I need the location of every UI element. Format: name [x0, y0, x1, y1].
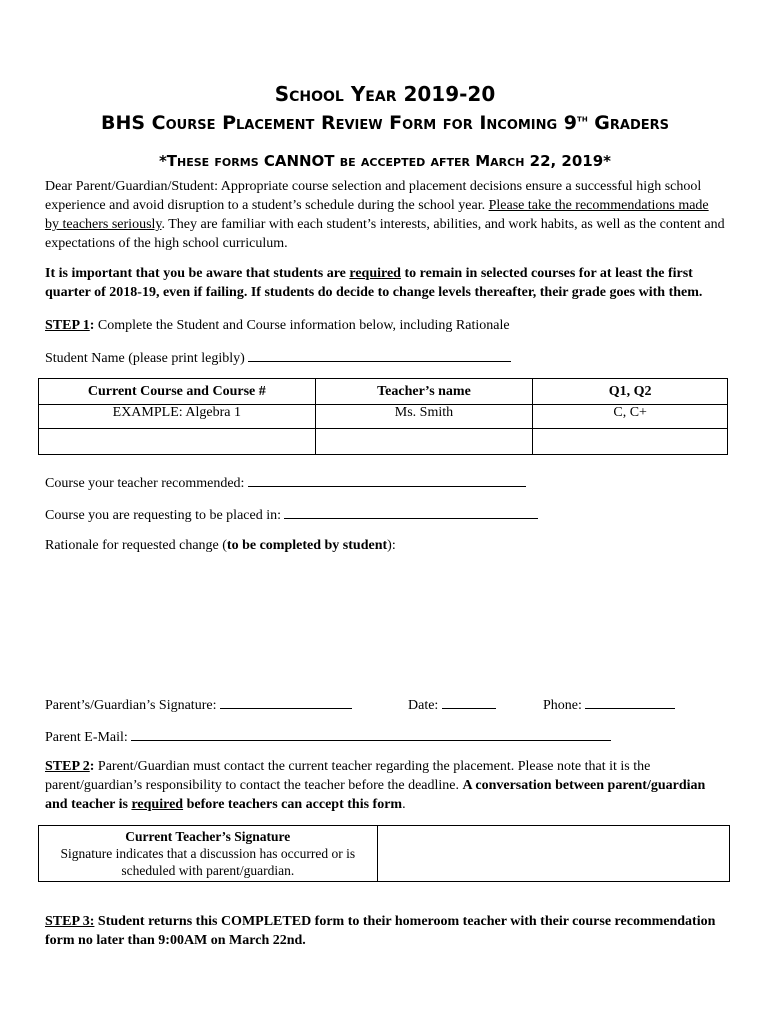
student-name-label: Student Name (please print legibly): [45, 351, 249, 366]
step2-colon: :: [89, 759, 95, 774]
teacher-signature-info: [39, 826, 378, 882]
teacher-signature-field[interactable]: [377, 826, 729, 882]
step2-text-end: .: [402, 797, 406, 812]
example-teacher: Ms. Smith: [315, 405, 533, 429]
requesting-row: [45, 504, 725, 525]
intro-text-underlined: Please take the recommendations made by teachers seriously: [45, 198, 709, 232]
phone-field[interactable]: [585, 694, 675, 709]
intro-text-end: . They are familiar with each student’s interests, abilities, and work habits, as well as the content and expectations of the high school curriculum.: [45, 217, 725, 251]
warning-text-underlined: required: [349, 266, 401, 281]
course-table-example-row: [39, 405, 728, 429]
step2-label: STEP 2: [45, 759, 90, 774]
step2-text-required: required: [131, 797, 184, 812]
example-course: EXAMPLE: Algebra 1: [39, 405, 316, 429]
title-form-end: Graders: [587, 112, 670, 134]
deadline-notice: *These forms CANNOT be accepted after March 22, 2019*: [158, 152, 612, 170]
entry-teacher-cell[interactable]: [315, 429, 533, 455]
date-field[interactable]: [442, 694, 496, 709]
course-table-header-row: [39, 379, 728, 405]
title-form-text: BHS Course Placement Review Form for Incoming 9: [100, 112, 578, 134]
requesting-field[interactable]: [284, 504, 538, 519]
course-table-entry-row: [39, 429, 728, 455]
step2-text-bold-end: before teachers can accept this form: [183, 797, 403, 812]
step1-instructions: [45, 316, 725, 335]
rationale-label-end: ):: [387, 538, 396, 553]
student-name-field[interactable]: [248, 347, 511, 362]
step2-instructions: [45, 757, 725, 814]
header-teacher-name: Teacher’s name: [315, 379, 533, 405]
warning-text-start: It is important that you be aware that students are: [45, 266, 350, 281]
title-school-year: School Year 2019-20: [274, 82, 496, 106]
email-row: [45, 726, 725, 747]
step3-instructions: [45, 912, 725, 950]
phone-label: Phone:: [543, 698, 586, 713]
teacher-recommended-field[interactable]: [248, 472, 526, 487]
email-field[interactable]: [131, 726, 611, 741]
header-quarter-grades: Q1, Q2: [533, 379, 728, 405]
teacher-signature-description: Signature indicates that a discussion has occurred or is scheduled with parent/guardian.: [60, 846, 356, 878]
teacher-signature-table: [38, 825, 730, 882]
phone-row: [543, 694, 683, 715]
warning-text-end: to remain in selected courses for at least the first quarter of 2018-19, even if failing. If students do decide to change levels thereafter, their grade goes with them.: [45, 266, 703, 300]
intro-paragraph: [45, 177, 725, 253]
header-current-course: Current Course and Course #: [39, 379, 316, 405]
teacher-recommended-row: [45, 472, 725, 493]
step1-colon: :: [89, 318, 95, 333]
rationale-label: [45, 536, 725, 555]
step2-text-start: Parent/Guardian must contact the current teacher regarding the placement. Please note that it is the parent/guardian’s responsibility to contact the teacher before the deadline.: [45, 759, 651, 793]
signature-label: Parent’s/Guardian’s Signature:: [45, 698, 220, 713]
title-form-name: [0, 112, 770, 134]
email-label: Parent E-Mail:: [45, 730, 132, 745]
teacher-signature-title: Current Teacher’s Signature: [125, 829, 291, 844]
date-label: Date:: [408, 698, 442, 713]
step3-label: STEP 3:: [45, 914, 95, 929]
teacher-signature-row: [39, 826, 730, 882]
entry-course-cell[interactable]: [39, 429, 316, 455]
step1-text: Complete the Student and Course information below, including Rationale: [94, 318, 510, 333]
signature-field[interactable]: [220, 694, 352, 709]
step3-text: Student returns this COMPLETED form to their homeroom teacher with their course recommendation form no later than 9:00AM on March 22nd.: [45, 914, 716, 948]
course-table: [38, 378, 728, 455]
entry-grades-cell[interactable]: [533, 429, 728, 455]
title-form-superscript: th: [577, 113, 588, 125]
rationale-area[interactable]: [45, 560, 725, 685]
rationale-label-start: Rationale for requested change (: [45, 538, 227, 553]
warning-paragraph: [45, 264, 725, 302]
step2-text-bold: A conversation between parent/guardian and teacher is: [45, 778, 706, 812]
date-row: [408, 694, 508, 715]
intro-text-start: Dear Parent/Guardian/Student: Appropriate course selection and placement decisions ensure a successful high school experience and avoid disruption to a student’s schedule during the school year.: [45, 179, 702, 213]
requesting-label: Course you are requesting to be placed in:: [45, 508, 285, 523]
example-grades: C, C+: [533, 405, 728, 429]
rationale-label-bold: to be completed by student: [226, 538, 388, 553]
teacher-recommended-label: Course your teacher recommended:: [45, 476, 248, 491]
student-name-row: [45, 347, 725, 368]
step1-label: STEP 1: [45, 318, 90, 333]
